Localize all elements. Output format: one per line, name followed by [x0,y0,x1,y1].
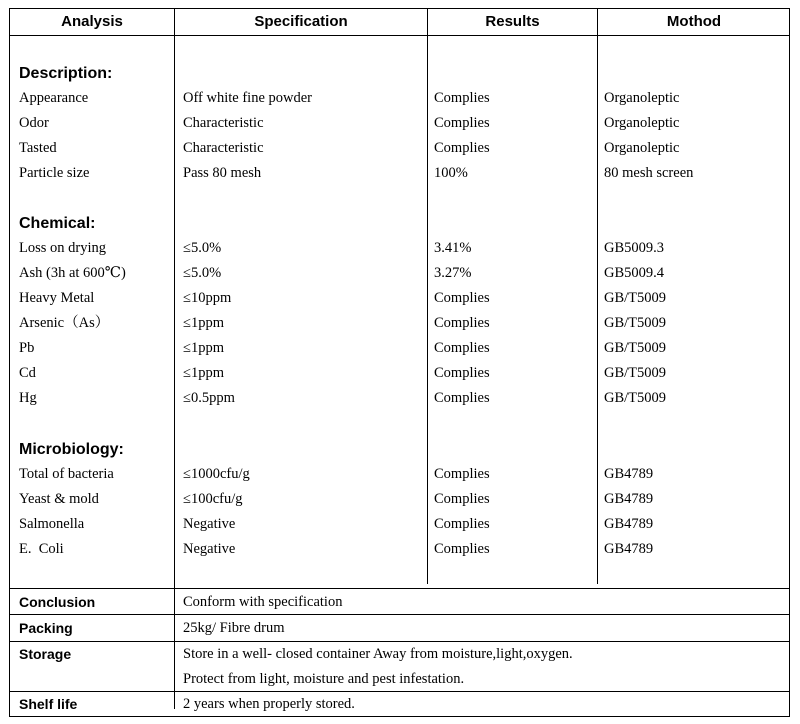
table-row [10,236,789,261]
section-title-chemical: Chemical: [19,215,96,232]
result-cell: Complies [434,390,490,406]
result-cell: Complies [434,290,490,306]
header-method: Mothod [666,13,722,30]
header-specification: Specification [254,13,348,30]
conclusion-value: Conform with specification [183,594,343,610]
spec-cell: Negative [183,541,236,557]
spec-cell: Characteristic [183,115,264,131]
table-row [10,512,789,537]
spec-cell: ≤5.0% [183,265,222,281]
table-row [10,386,789,411]
result-cell: Complies [434,466,490,482]
result-cell: 3.41% [434,240,472,256]
analysis-cell: Odor [19,115,49,131]
result-cell: Complies [434,115,490,131]
analysis-cell: E. Coli [19,541,64,557]
shelf-life-label: Shelf life [19,696,78,712]
method-cell: Organoleptic [604,115,680,131]
spec-cell: ≤1ppm [183,315,224,331]
spec-cell: ≤1ppm [183,365,224,381]
section-title-microbiology: Microbiology: [19,441,124,458]
method-cell: Organoleptic [604,90,680,106]
result-cell: Complies [434,516,490,532]
result-cell: 100% [434,165,468,181]
table-row [10,336,789,361]
method-cell: GB5009.3 [604,240,665,256]
header-divider [10,35,789,36]
storage-line-2: Protect from light, moisture and pest infestation. [183,671,465,687]
table-row [10,286,789,311]
analysis-cell: Tasted [19,140,57,156]
result-cell: Complies [434,140,490,156]
result-cell: 3.27% [434,265,472,281]
result-cell: Complies [434,491,490,507]
table-row [10,487,789,512]
analysis-cell: Appearance [19,90,89,106]
result-cell: Complies [434,90,490,106]
method-cell: GB/T5009 [604,340,667,356]
result-cell: Complies [434,340,490,356]
method-cell: GB/T5009 [604,315,667,331]
analysis-cell: Total of bacteria [19,466,114,482]
header-results: Results [485,13,540,30]
table-row [10,86,789,111]
analysis-cell: Arsenic（As） [19,315,110,331]
method-cell: GB/T5009 [604,365,667,381]
analysis-cell: Particle size [19,165,90,181]
header-analysis: Analysis [61,13,123,30]
table-row [10,111,789,136]
packing-label: Packing [19,620,73,636]
storage-label: Storage [19,646,72,662]
result-cell: Complies [434,315,490,331]
analysis-cell: Hg [19,390,37,406]
table-row [10,261,789,286]
method-cell: GB/T5009 [604,390,667,406]
conclusion-divider [10,614,789,615]
analysis-cell: Heavy Metal [19,290,95,306]
spec-cell: Pass 80 mesh [183,165,262,181]
body-divider [10,588,789,589]
method-cell: GB5009.4 [604,265,665,281]
spec-cell: ≤0.5ppm [183,390,235,406]
spec-cell: Characteristic [183,140,264,156]
method-cell: GB4789 [604,516,654,532]
table-row [10,136,789,161]
method-cell: GB4789 [604,466,654,482]
table-row [10,161,789,186]
table-row [10,462,789,487]
method-cell: GB/T5009 [604,290,667,306]
method-cell: GB4789 [604,541,654,557]
method-cell: GB4789 [604,491,654,507]
method-cell: 80 mesh screen [604,165,694,181]
storage-line-1: Store in a well- closed container Away from moisture,light,oxygen. [183,646,573,662]
method-cell: Organoleptic [604,140,680,156]
conclusion-label: Conclusion [19,594,96,610]
analysis-cell: Ash (3h at 600℃) [19,265,126,281]
analysis-cell: Cd [19,365,36,381]
table-row [10,311,789,336]
spec-cell: ≤10ppm [183,290,232,306]
analysis-cell: Loss on drying [19,240,106,256]
spec-cell: Negative [183,516,236,532]
spec-cell: ≤100cfu/g [183,491,243,507]
coa-table [9,8,790,717]
spec-cell: ≤5.0% [183,240,222,256]
section-title-description: Description: [19,65,113,82]
analysis-cell: Yeast & mold [19,491,99,507]
analysis-cell: Pb [19,340,35,356]
spec-cell: ≤1ppm [183,340,224,356]
packing-value: 25kg/ Fibre drum [183,620,285,636]
result-cell: Complies [434,541,490,557]
spec-cell: ≤1000cfu/g [183,466,250,482]
analysis-cell: Salmonella [19,516,85,532]
spec-cell: Off white fine powder [183,90,312,106]
table-row [10,361,789,386]
shelf-life-value: 2 years when properly stored. [183,696,355,712]
result-cell: Complies [434,365,490,381]
table-row [10,537,789,562]
